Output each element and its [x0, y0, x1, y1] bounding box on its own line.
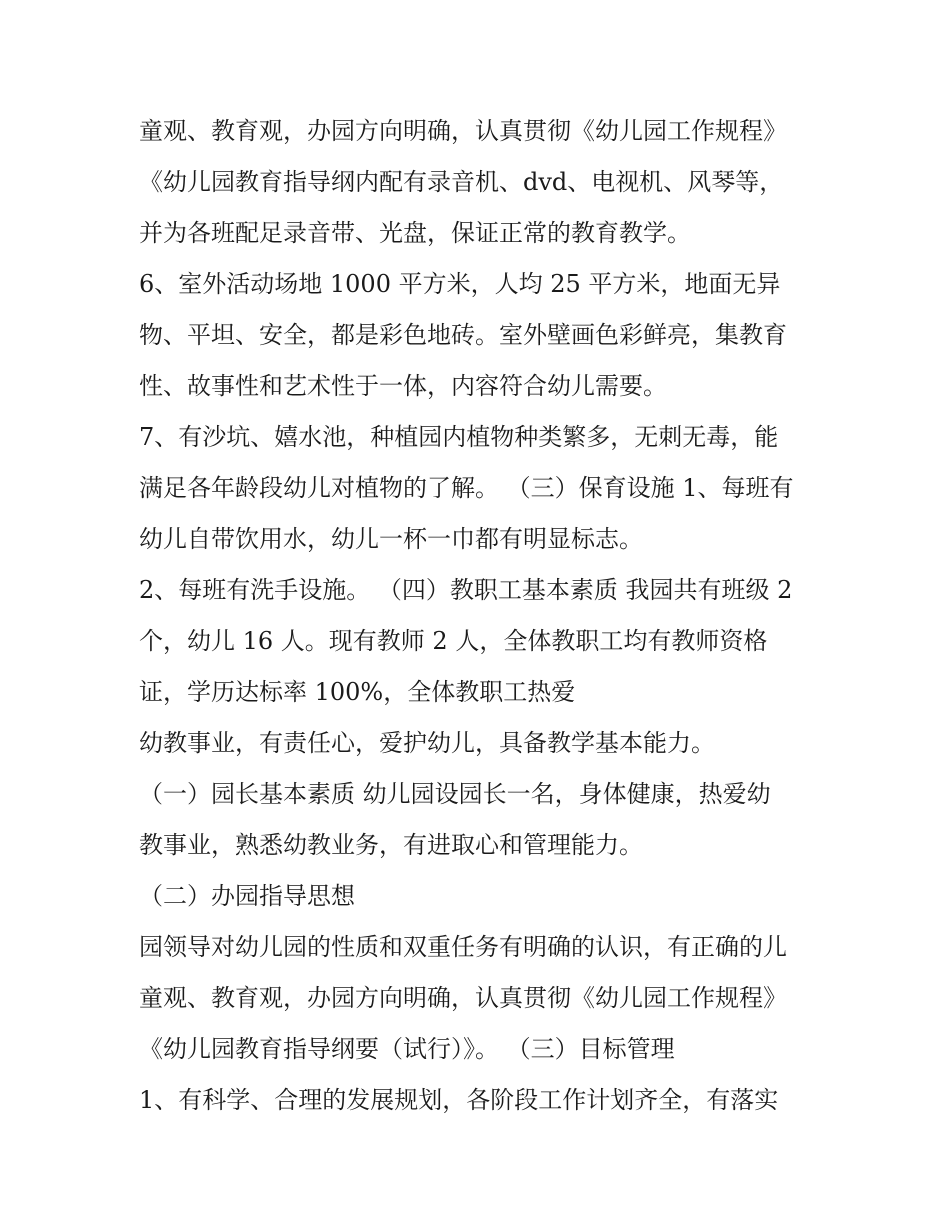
text-line: 1、有科学、合理的发展规划，各阶段工作计划齐全，有落实 [139, 1086, 779, 1114]
text-line: 童观、教育观，办园方向明确，认真贯彻《幼儿园工作规程》 [139, 117, 787, 145]
text-line: 幼儿自带饮用水，幼儿一杯一巾都有明显标志。 [139, 525, 643, 553]
text-line: 性、故事性和艺术性于一体，内容符合幼儿需要。 [139, 372, 667, 400]
text-line: （一）园长基本素质 幼儿园设园长一名，身体健康，热爱幼 [139, 780, 771, 808]
text-line: 并为各班配足录音带、光盘，保证正常的教育教学。 [139, 219, 691, 247]
text-line: 童观、教育观，办园方向明确，认真贯彻《幼儿园工作规程》 [139, 984, 787, 1012]
text-line: 园领导对幼儿园的性质和双重任务有明确的认识，有正确的儿 [139, 933, 787, 961]
section-heading: （二）办园指导思想 [139, 882, 355, 910]
text-line: 幼教事业，有责任心，爱护幼儿，具备教学基本能力。 [139, 729, 715, 757]
body-text [139, 106, 839, 1126]
text-line: 2、每班有洗手设施。 （四）教职工基本素质 我园共有班级 2 [139, 576, 793, 604]
text-line: 教事业，熟悉幼教业务，有进取心和管理能力。 [139, 831, 643, 859]
text-line: 《幼儿园教育指导纲内配有录音机、dvd、电视机、风琴等， [139, 168, 784, 196]
text-line: 《幼儿园教育指导纲要（试行）》。 （三）目标管理 [139, 1035, 675, 1063]
text-line: 物、平坦、安全，都是彩色地砖。室外壁画色彩鲜亮，集教育 [139, 321, 787, 349]
text-line: 7、有沙坑、嬉水池，种植园内植物种类繁多，无刺无毒，能 [139, 423, 779, 451]
text-line: 证，学历达标率 100%，全体教职工热爱 [139, 678, 576, 706]
text-line: 个，幼儿 16 人。现有教师 2 人，全体教职工均有教师资格 [139, 627, 768, 655]
text-line: 6、室外活动场地 1000 平方米，人均 25 平方米，地面无异 [139, 270, 781, 298]
text-line: 满足各年龄段幼儿对植物的了解。 （三）保育设施 1、每班有 [139, 474, 794, 502]
